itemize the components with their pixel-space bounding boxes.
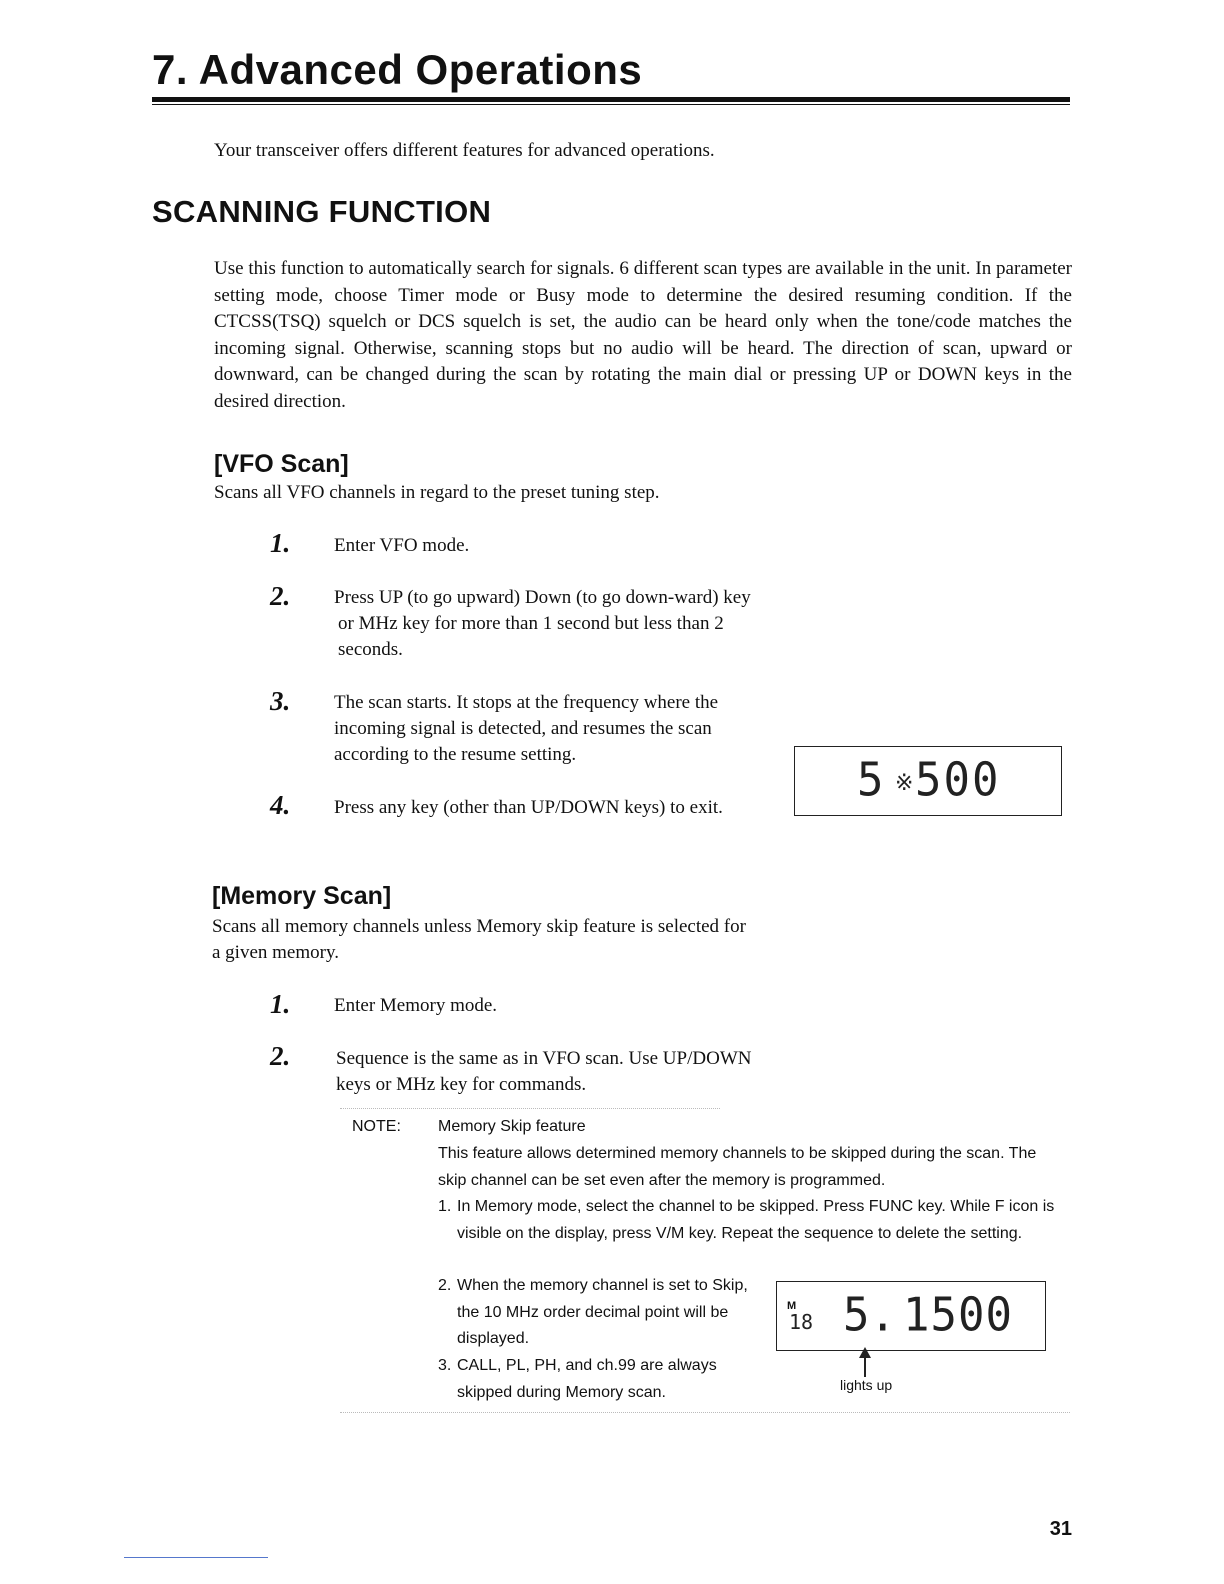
vfo-scan-heading: [VFO Scan] — [214, 450, 349, 478]
step-text: Press UP (to go upward) Down (to go down-ward) key or MHz key for more than 1 second but less than 2 seconds. — [334, 587, 751, 660]
lcd-digit: 5 — [857, 753, 890, 808]
section-heading: SCANNING FUNCTION — [152, 194, 492, 229]
channel-number: 18 — [789, 1310, 814, 1334]
lcd-digit: 5. — [843, 1288, 896, 1343]
step-text: Press any key (other than UP/DOWN keys) to exit. — [334, 797, 723, 818]
note-item-number: 2. — [438, 1277, 452, 1294]
step-number: 1. — [270, 528, 291, 558]
lcd-display-vfo — [794, 746, 1062, 816]
note-item-number: 1. — [438, 1198, 452, 1215]
footer-rule — [124, 1557, 268, 1558]
step-number: 4. — [270, 790, 291, 820]
chapter-title: 7. Advanced Operations — [152, 46, 643, 93]
note-item-text: When the memory channel is set to Skip, the 10 MHz order decimal point will be displayed. — [457, 1277, 748, 1347]
note-item-text: CALL, PL, PH, and ch.99 are always skipped during Memory scan. — [457, 1357, 717, 1401]
lcd-digits: 1500 — [903, 1288, 1013, 1343]
lcd-display-memory — [776, 1281, 1046, 1351]
note-divider-bottom — [340, 1412, 1070, 1413]
intro-text: Your transceiver offers different features for advanced operations. — [214, 140, 715, 161]
arrow-up-icon — [858, 1347, 872, 1379]
step-number: 3. — [270, 686, 291, 716]
vfo-scan-description: Scans all VFO channels in regard to the preset tuning step. — [214, 482, 660, 503]
note-item-number: 3. — [438, 1357, 452, 1374]
blink-icon: ※ — [895, 771, 914, 796]
chapter-rule-thin — [152, 104, 1070, 105]
lights-up-label: lights up — [840, 1377, 893, 1393]
chapter-rule — [152, 97, 1070, 102]
memory-scan-description: Scans all memory channels unless Memory skip feature is selected for a given memory. — [212, 916, 746, 963]
section-body: Use this function to automatically search for signals. 6 different scan types are available in the unit. In parameter setting mode, choose Timer mode or Busy mode to determine the desired resuming condition. If the CTCSS(TSQ) squelch or DCS squelch is set, the audio can be heard only when the tone/code matches the incoming signal. Otherwise, scanning stops but no audio will be heard. The direction of scan, upward or downward, can be changed during the scan by rotating the main dial or pressing UP or DOWN keys in the desired direction. — [214, 258, 1072, 412]
note-divider-top — [340, 1108, 720, 1109]
note-item-text: In Memory mode, select the channel to be skipped. Press FUNC key. While F icon is visible on the display, press V/M key. Repeat the sequence to delete the setting. — [457, 1198, 1055, 1242]
step-number: 2. — [270, 581, 291, 611]
step-text: Enter Memory mode. — [334, 995, 498, 1016]
note-label: NOTE: — [352, 1118, 401, 1135]
page-number: 31 — [1049, 1518, 1072, 1540]
step-number: 1. — [270, 989, 291, 1019]
step-text: Sequence is the same as in VFO scan. Use UP/DOWN keys or MHz key for commands. — [336, 1048, 752, 1095]
step-number: 2. — [270, 1041, 291, 1071]
lcd-digits: 500 — [915, 753, 1001, 808]
memory-scan-heading: [Memory Scan] — [212, 882, 392, 910]
note-title: Memory Skip feature — [438, 1118, 586, 1135]
memory-icon: M — [787, 1300, 797, 1312]
step-text: The scan starts. It stops at the frequency where the incoming signal is detected, and resumes the scan according to the resume setting. — [334, 692, 719, 765]
step-text: Enter VFO mode. — [334, 535, 470, 556]
note-body: This feature allows determined memory channels to be skipped during the scan. The skip channel can be set even after the memory is programmed. — [438, 1145, 1037, 1189]
